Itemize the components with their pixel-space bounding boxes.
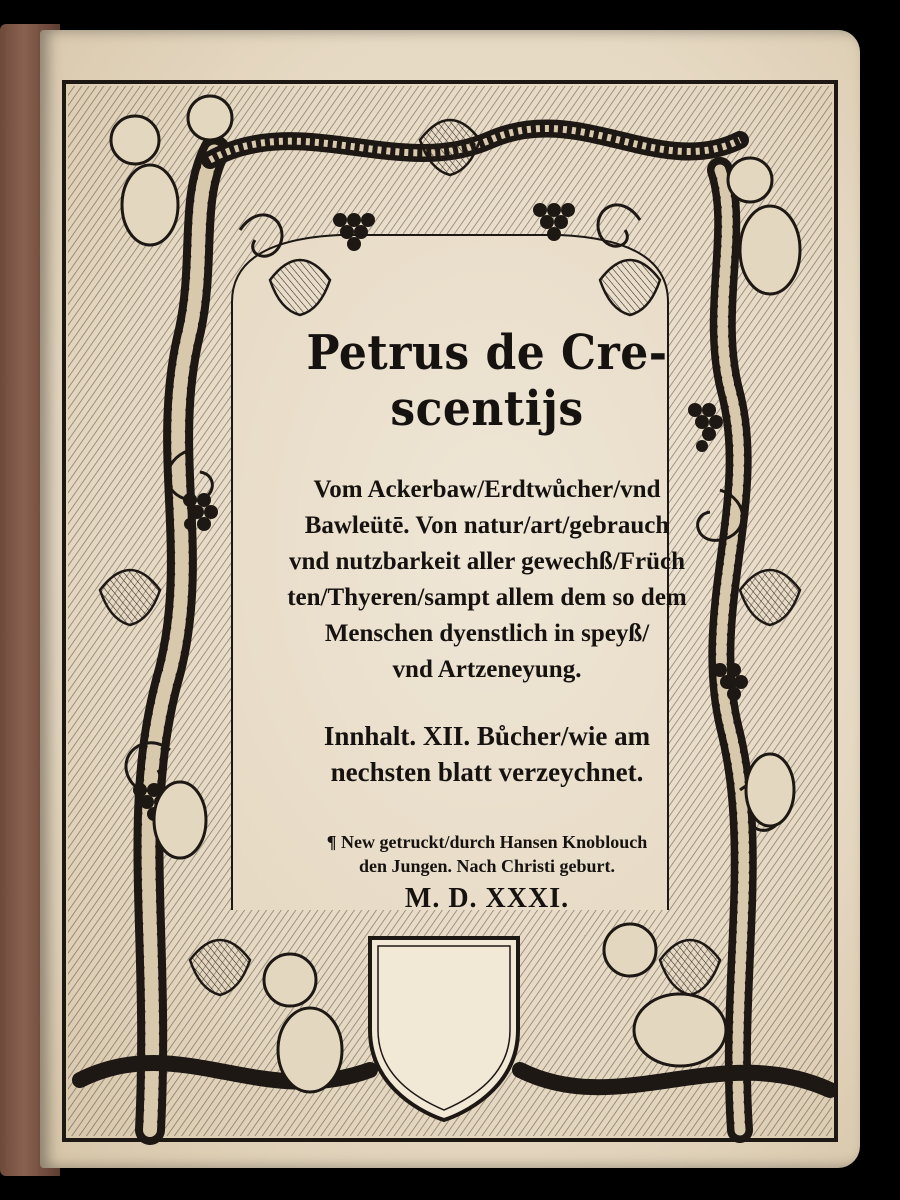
subtitle-line: ten/Thyeren/sampt allem dem so dem	[287, 584, 687, 611]
book-title	[272, 326, 702, 438]
subtitle-line: vnd Artzeneyung.	[392, 656, 582, 683]
subtitle-line: vnd nutzbarkeit aller gewechß/Früch	[288, 548, 686, 575]
imprint-line: den Jungen. Nach Christi geburt.	[358, 856, 616, 876]
title-text-block	[272, 325, 702, 950]
contents-note	[272, 718, 702, 790]
contents-line: nechsten blatt verzeychnet.	[330, 757, 644, 787]
title-page	[40, 30, 860, 1168]
title-line-1: Petrus de Cre-	[306, 325, 668, 381]
publication-date: M. D. XXXI.	[404, 883, 570, 914]
contents-line: Innhalt. XII. Bůcher/wie am	[323, 721, 651, 751]
subtitle-line: Menschen dyenstlich in speyß/	[324, 620, 650, 647]
subtitle-line: Bawleütē. Von natur/art/gebrauch	[304, 512, 670, 539]
book-subtitle	[272, 472, 702, 688]
imprint-line: ¶ New getruckt/durch Hansen Knoblouch	[326, 832, 648, 852]
subtitle-line: Vom Ackerbaw/Erdtwůcher/vnd	[313, 476, 661, 503]
title-line-2: scentijs	[390, 382, 584, 438]
printer-imprint	[272, 830, 702, 878]
